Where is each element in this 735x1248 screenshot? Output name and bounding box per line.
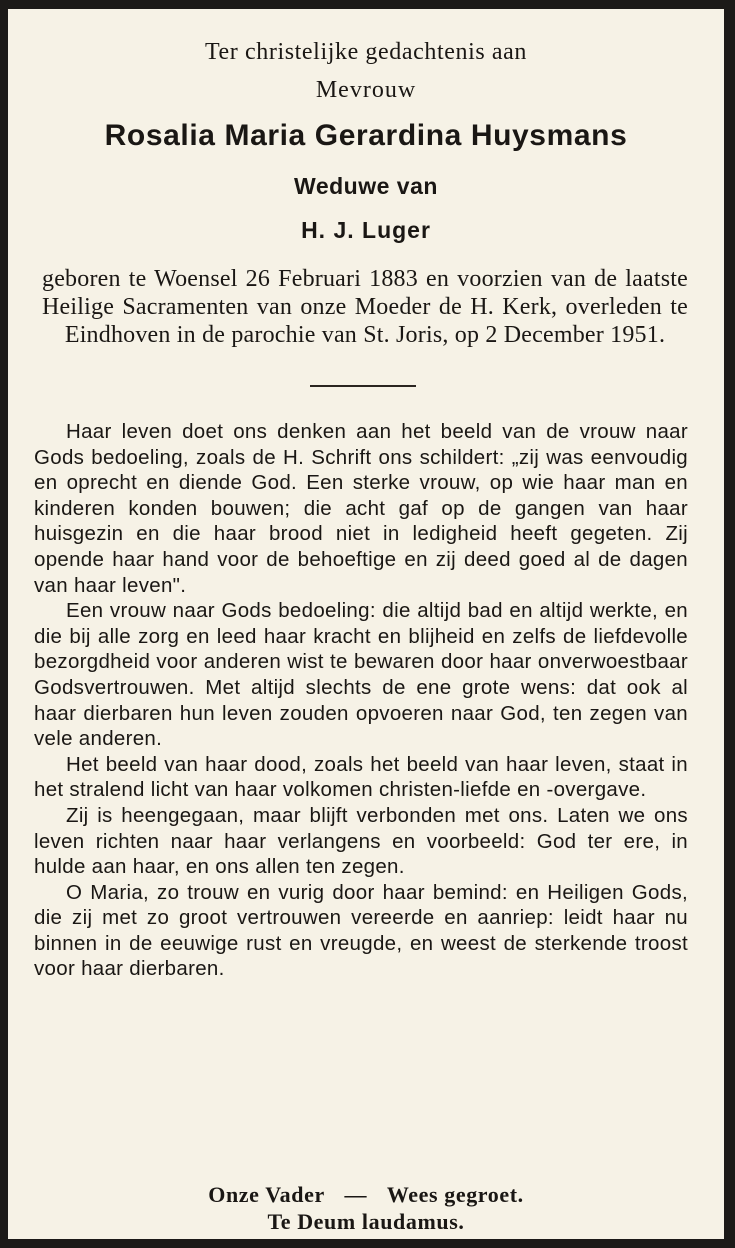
memorial-text	[34, 419, 688, 982]
husband-name: H. J. Luger	[301, 217, 431, 243]
prayer-separator: —	[344, 1182, 368, 1207]
title-mevrouw: Mevrouw	[315, 77, 417, 103]
paragraph-2: Een vrouw naar Gods bedoeling: die altijd bad en altijd werkte, en die bij alle zorg en leed haar kracht en blijheid en zelfs de liefdevolle bezorgdheid voor anderen wist te bewaren door haar onverwoestbaar Godsvertrouwen. Met altijd slechts de ene grote wens: dat ook al haar dierbaren hun leven zouden opvoeren naar God, ten zegen van vele anderen.	[34, 599, 688, 751]
paragraph-4: Zij is heengegaan, maar blijft verbonden met ons. Laten we ons leven richten naar haar verlangens en voorbeeld: God ter ere, in hulde aan haar, en ons allen ten zegen.	[34, 803, 688, 879]
prayer-line	[8, 1181, 724, 1209]
divider-rule	[310, 385, 416, 387]
paragraph-1: Haar leven doet ons denken aan het beeld van de vrouw naar Gods bedoeling, zoals de H. Schrift ons schildert: „zij was eenvoudig en oprecht en diende God. Een sterke vrouw, op wie haar man en kinderen konden bouwen; die acht gaf op de gangen van haar huisgezin en die haar brood niet in ledigheid heeft gegeten. Zij opende haar hand voor de behoeftige en zij deed goed al de dagen van haar leven".	[34, 420, 688, 597]
widow-of-label: Weduwe van	[294, 173, 438, 199]
memorial-card	[8, 9, 724, 1239]
birth-death-text: geboren te Woensel 26 Februari 1883 en voorzien van de laatste Heilige Sacramenten van onze Moeder de H. Kerk, overleden te Eindhoven in de parochie van St. Joris, op 2 December 1951.	[42, 266, 688, 348]
paragraph-3: Het beeld van haar dood, zoals het beeld van haar leven, staat in het stralend licht van haar volkomen christen-liefde en -overgave.	[34, 752, 688, 802]
intro-line: Ter christelijke gedachtenis aan	[204, 39, 528, 65]
deceased-name: Rosalia Maria Gerardina Huysmans	[104, 119, 628, 152]
prayer-wees-gegroet: Wees gegroet.	[386, 1182, 524, 1207]
prayer-onze-vader: Onze Vader	[208, 1182, 325, 1207]
paragraph-5: O Maria, zo trouw en vurig door haar bemind: en Heiligen Gods, die zij met zo groot vertrouwen vereerde en aanriep: leidt haar nu binnen in de eeuwige rust en vreugde, en weest de sterkende troost voor haar dierbaren.	[34, 880, 688, 981]
closing-line: Te Deum laudamus.	[267, 1209, 465, 1234]
